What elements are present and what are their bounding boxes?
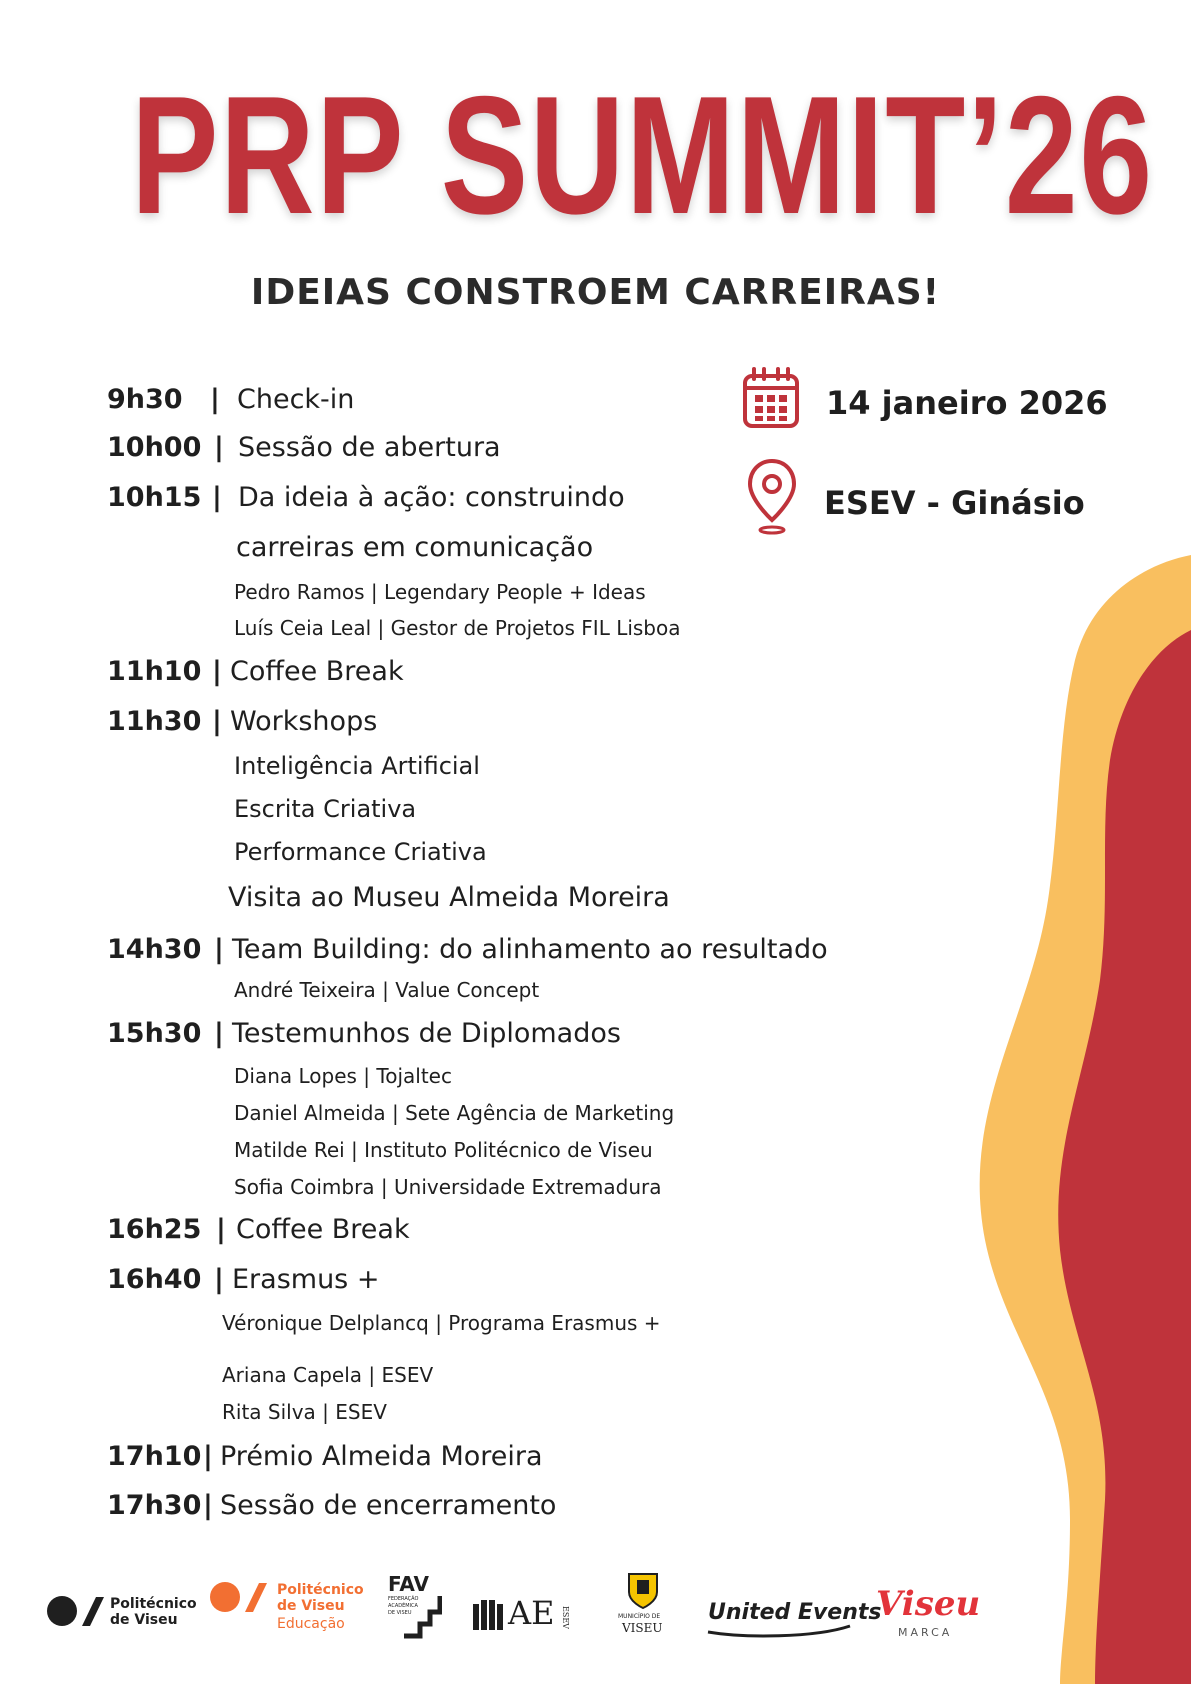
time-label: 16h40 [107, 1264, 202, 1295]
time-label: 14h30 [107, 934, 202, 965]
speaker: Diana Lopes | Tojaltec [234, 1064, 452, 1088]
municipio-text: MUNICÍPIO DE [618, 1613, 661, 1620]
schedule-item: Sessão de abertura [238, 432, 501, 463]
event-title: PRP SUMMIT’26 [131, 61, 1154, 249]
speaker: Rita Silva | ESEV [222, 1400, 387, 1424]
ipv-name: de Viseu [110, 1612, 178, 1628]
united-text: United Events [708, 1600, 882, 1625]
ipv-name: Politécnico [110, 1596, 197, 1612]
schedule-item-continued: carreiras em comunicação [236, 532, 594, 563]
time-label: 9h30 [107, 384, 183, 415]
calendar-icon [742, 366, 800, 430]
logo-united-events [704, 1596, 882, 1640]
separator: | [212, 656, 222, 687]
separator: | [203, 1490, 213, 1521]
schedule-item: Coffee Break [230, 656, 404, 687]
event-date: 14 janeiro 2026 [826, 384, 1108, 422]
municipio-crest-icon [626, 1570, 660, 1610]
time-label: 11h10 [107, 656, 202, 687]
separator: | [212, 482, 222, 513]
logo-politecnico-viseu-educacao [209, 1578, 369, 1638]
ae-text: AE [508, 1594, 555, 1632]
location-pin-icon [746, 458, 798, 536]
speaker: Matilde Rei | Instituto Politécnico de Viseu [234, 1138, 653, 1162]
workshop-item: Escrita Criativa [234, 795, 417, 823]
schedule-item: Workshops [230, 706, 378, 737]
time-label: 11h30 [107, 706, 202, 737]
separator: | [214, 1264, 224, 1295]
ese-name: de Viseu [277, 1598, 345, 1614]
municipio-text: VISEU [622, 1621, 663, 1635]
speaker: Pedro Ramos | Legendary People + Ideas [234, 580, 646, 604]
marca-text: MARCA [898, 1626, 953, 1639]
logo-ae-esev [472, 1596, 584, 1636]
ae-side-text: ESEV [561, 1606, 570, 1629]
speaker: Sofia Coimbra | Universidade Extremadura [234, 1175, 662, 1199]
logo-viseu-marca [876, 1584, 986, 1640]
ipv-mark-icon [46, 1594, 104, 1628]
ae-building-icon [472, 1600, 504, 1630]
schedule-item: Check-in [237, 384, 355, 415]
time-label: 15h30 [107, 1018, 202, 1049]
workshop-item: Inteligência Artificial [234, 752, 480, 780]
schedule-item: Visita ao Museu Almeida Moreira [228, 882, 670, 913]
fav-title: FAV [388, 1572, 429, 1596]
event-location: ESEV - Ginásio [824, 484, 1085, 522]
speaker: Ariana Capela | ESEV [222, 1363, 434, 1387]
ese-school: Educação [277, 1616, 345, 1632]
time-label: 17h10 [107, 1441, 202, 1472]
logo-fav [388, 1572, 448, 1644]
fav-sub: ACADÉMICA [388, 1603, 418, 1609]
speaker: André Teixeira | Value Concept [234, 978, 540, 1002]
schedule-item: Testemunhos de Diplomados [232, 1018, 621, 1049]
separator: | [214, 1018, 224, 1049]
separator: | [214, 432, 224, 463]
separator: | [216, 1214, 226, 1245]
schedule-item: Team Building: do alinhamento ao resultado [232, 934, 828, 965]
fav-sub: DE VISEU [388, 1610, 412, 1616]
schedule-item: Da ideia à ação: construindo [238, 482, 625, 513]
separator: | [203, 1441, 213, 1472]
separator: | [214, 934, 224, 965]
ese-name: Politécnico [277, 1582, 364, 1598]
schedule-item: Coffee Break [236, 1214, 410, 1245]
time-label: 17h30 [107, 1490, 202, 1521]
separator: | [212, 706, 222, 737]
separator: | [210, 384, 220, 415]
workshop-item: Performance Criativa [234, 838, 487, 866]
speaker: Daniel Almeida | Sete Agência de Marketing [234, 1101, 675, 1125]
viseu-text: Viseu [876, 1584, 981, 1624]
logo-municipio-viseu [612, 1570, 672, 1644]
speaker: Véronique Delplancq | Programa Erasmus + [222, 1311, 661, 1335]
ese-mark-icon [209, 1580, 267, 1614]
time-label: 16h25 [107, 1214, 202, 1245]
speaker: Luís Ceia Leal | Gestor de Projetos FIL Lisboa [234, 616, 681, 640]
schedule-item: Prémio Almeida Moreira [220, 1441, 543, 1472]
fav-stairs-icon [402, 1594, 442, 1640]
fav-sub: FEDERAÇÃO [388, 1596, 419, 1602]
schedule-item: Erasmus + [232, 1264, 380, 1295]
time-label: 10h15 [107, 482, 202, 513]
logo-politecnico-viseu [46, 1590, 196, 1636]
event-subtitle: IDEIAS CONSTROEM CARREIRAS! [250, 272, 941, 313]
schedule-item: Sessão de encerramento [220, 1490, 557, 1521]
time-label: 10h00 [107, 432, 202, 463]
